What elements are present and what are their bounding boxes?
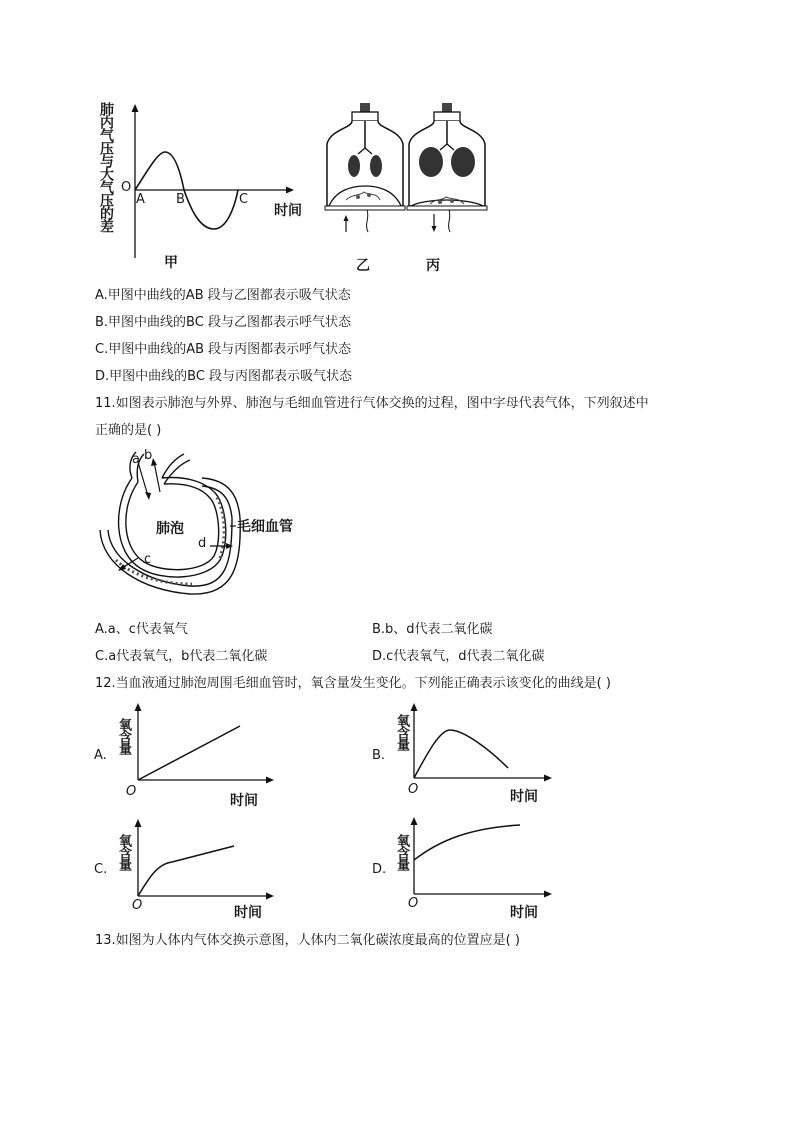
- q10-option-c: C.甲图中曲线的AB 段与丙图都表示呼气状态: [95, 342, 352, 357]
- graph-d-curve: [414, 825, 520, 860]
- label-c: c: [144, 552, 152, 567]
- q10-option-a: A.甲图中曲线的AB 段与乙图都表示吸气状态: [95, 288, 351, 303]
- jia-caption: 甲: [164, 255, 178, 271]
- graph-a-y-label: 氧含量: [116, 718, 131, 754]
- capillary-label: 毛细血管: [237, 519, 293, 535]
- graph-c-x-label: 时间: [234, 905, 262, 921]
- graph-b-origin: O: [408, 782, 419, 797]
- q10-figure-yi: [322, 100, 408, 275]
- q10-option-d: D.甲图中曲线的BC 段与丙图都表示吸气状态: [95, 369, 353, 384]
- label-a: a: [132, 452, 140, 467]
- label-d: d: [198, 536, 207, 551]
- q11-option-d: D.c代表氧气，d代表二氧化碳: [372, 649, 545, 664]
- graph-c-origin: O: [132, 898, 143, 913]
- graph-b-y-label: 氧含量: [394, 714, 409, 750]
- q10-figure-bing: [404, 100, 490, 275]
- graph-c-y-label: 氧含量: [116, 834, 131, 870]
- graph-b-x-label: 时间: [510, 789, 538, 805]
- graph-a-curve: [138, 726, 240, 780]
- yi-caption: 乙: [356, 258, 370, 274]
- graph-d-x-label: 时间: [510, 905, 538, 921]
- q11-stem-line1: 11.如图表示肺泡与外界、肺泡与毛细血管进行气体交换的过程，图中字母代表气体，下列叙述中: [95, 396, 649, 411]
- q11-option-b: B.b、d代表二氧化碳: [372, 622, 493, 637]
- q12-graph-a: [92, 700, 282, 810]
- graph-b-option-label: B.: [372, 748, 386, 763]
- jia-origin-label: O: [121, 180, 132, 195]
- q11-option-c: C.a代表氧气，b代表二氧化碳: [95, 649, 268, 664]
- jia-point-b: B: [176, 192, 185, 207]
- graph-d-origin: O: [408, 896, 419, 911]
- graph-c-curve: [138, 846, 234, 896]
- q12-stem: 12.当血液通过肺泡周围毛细血管时，氧含量发生变化。下列能正确表示该变化的曲线是( ): [95, 676, 611, 691]
- alveolus-label: 肺泡: [156, 521, 184, 537]
- q12-graph-b: [370, 700, 560, 810]
- bell-jar-bing-illustration: [404, 100, 490, 240]
- q12-graph-c: [92, 814, 282, 924]
- q12-graph-d: [370, 814, 560, 924]
- jia-point-a: A: [136, 192, 145, 207]
- graph-d-option-label: D.: [372, 862, 387, 877]
- q11-option-a: A.a、c代表氧气: [95, 622, 188, 637]
- q10-option-b: B.甲图中曲线的BC 段与乙图都表示呼气状态: [95, 315, 351, 330]
- graph-a-x-label: 时间: [230, 793, 258, 809]
- graph-a-option-label: A.: [94, 748, 107, 763]
- graph-c-option-label: C.: [94, 862, 108, 877]
- graph-d-y-label: 氧含量: [394, 834, 409, 870]
- jia-y-axis-label: 肺内气压与大气压的差: [98, 102, 114, 232]
- q11-alveolus-figure: [92, 448, 322, 613]
- graph-a-origin: O: [126, 784, 137, 799]
- label-b: b: [144, 448, 153, 463]
- jia-point-c: C: [239, 192, 249, 207]
- q10-figure-jia: [96, 96, 306, 276]
- graph-b-curve: [414, 730, 508, 778]
- q11-stem-line2: 正确的是( ): [95, 423, 162, 438]
- jia-x-axis-label: 时间: [274, 203, 302, 219]
- bing-caption: 丙: [426, 258, 440, 274]
- bell-jar-yi-illustration: [322, 100, 408, 240]
- q13-stem: 13.如图为人体内气体交换示意图，人体内二氧化碳浓度最高的位置应是( ): [95, 933, 520, 948]
